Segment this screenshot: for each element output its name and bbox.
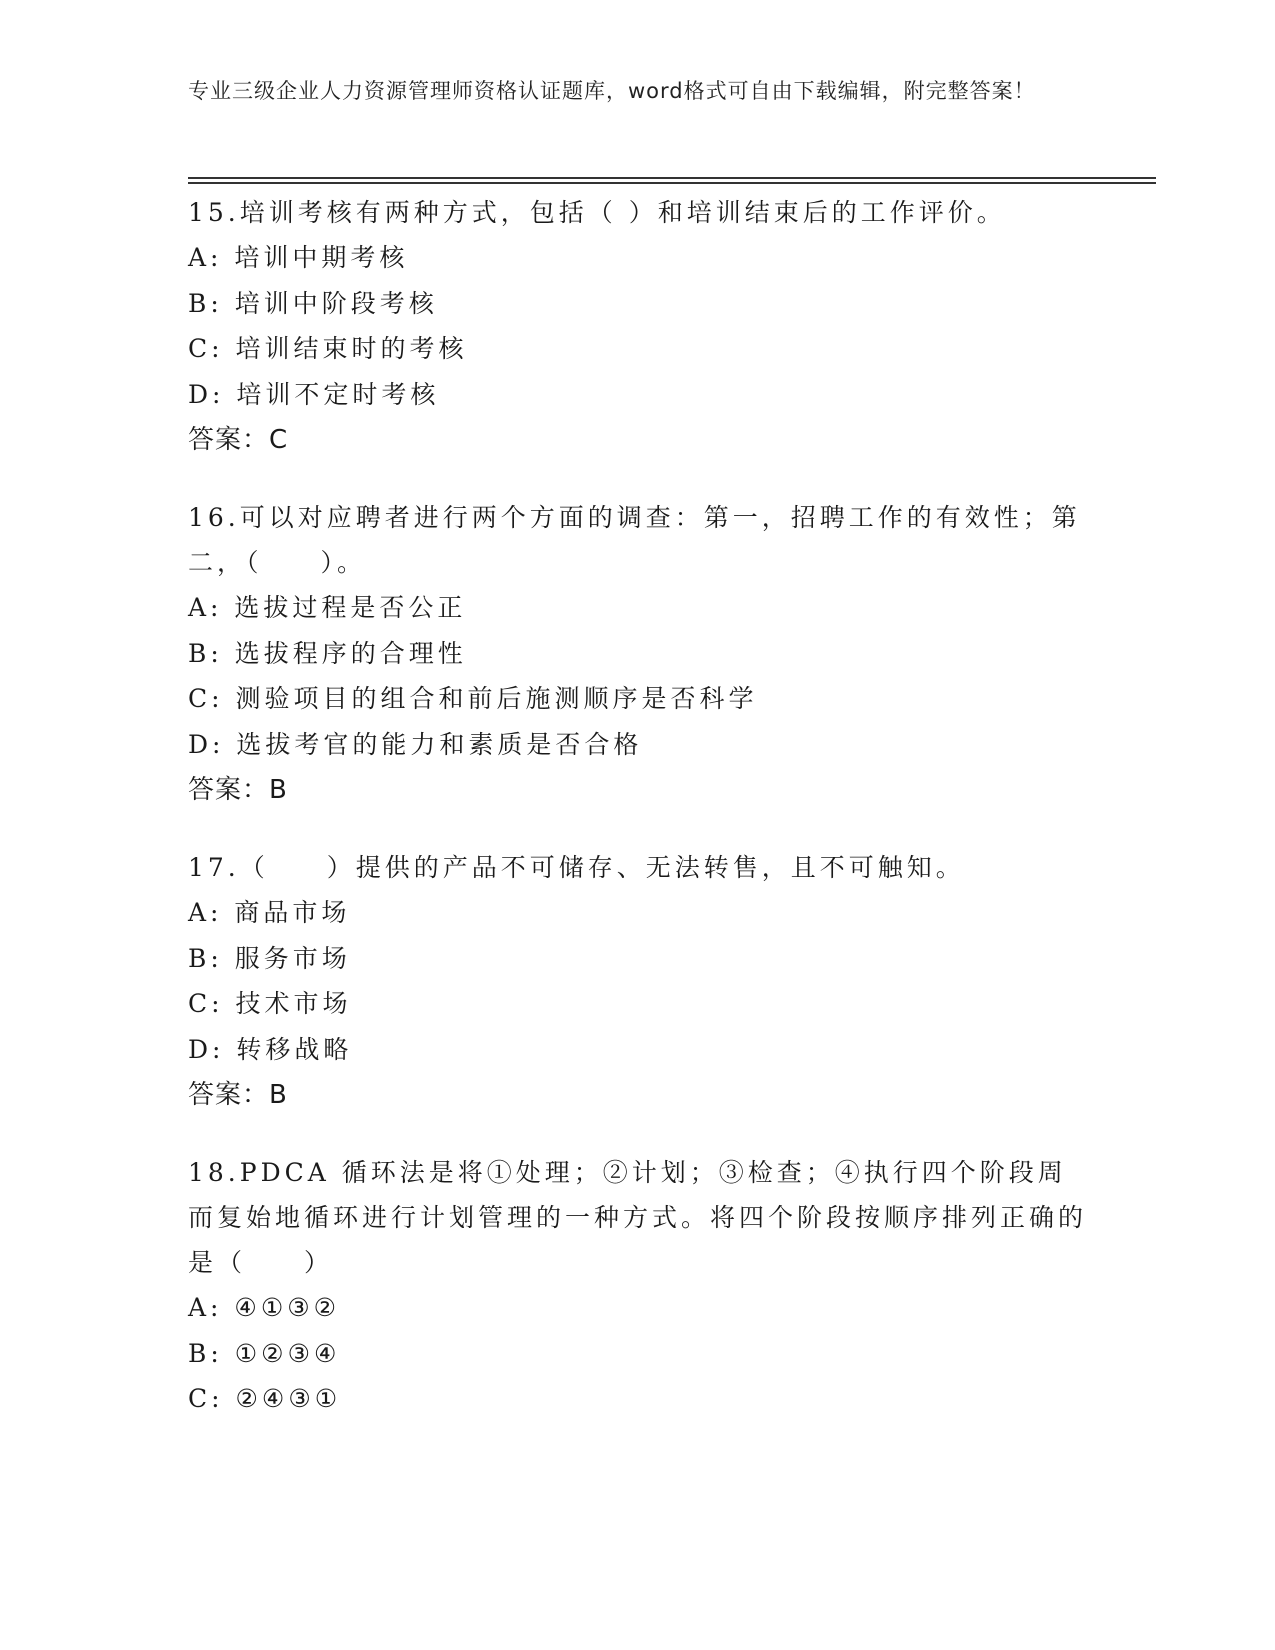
- question-17: [188, 845, 1088, 1119]
- question-18: [188, 1150, 1088, 1422]
- question-stem: 15.培训考核有两种方式，包括（ ）和培训结束后的工作评价。: [188, 198, 1006, 227]
- option-a: A: ④①③②: [188, 1293, 341, 1322]
- question-list: [188, 190, 1088, 1453]
- question-15: [188, 190, 1088, 464]
- option-d: D: 转移战略: [188, 1034, 353, 1064]
- option-b: B: 培训中阶段考核: [188, 288, 438, 318]
- option-c: C: 培训结束时的考核: [188, 334, 468, 363]
- option-c: C: 技术市场: [188, 989, 352, 1018]
- answer-line: 答案：B: [188, 775, 288, 805]
- question-stem: 18.PDCA 循环法是将①处理；②计划；③检查；④执行四个阶段周而复始地循环进行计划管理的一种方式。将四个阶段按顺序排列正确的是（ ）: [188, 1158, 1088, 1277]
- option-a: A: 培训中期考核: [188, 243, 409, 272]
- option-c: C: 测验项目的组合和前后施测顺序是否科学: [188, 684, 758, 713]
- option-c: C: ②④③①: [188, 1384, 342, 1413]
- option-b: B: 服务市场: [188, 943, 351, 973]
- answer-line: 答案：B: [188, 1080, 288, 1110]
- option-a: A: 选拔过程是否公正: [188, 593, 467, 622]
- option-b: B: 选拔程序的合理性: [188, 638, 467, 668]
- option-d: D: 选拔考官的能力和素质是否合格: [188, 729, 643, 759]
- document-header: 专业三级企业人力资源管理师资格认证题库，word格式可自由下载编辑，附完整答案！: [188, 79, 1036, 103]
- header-rule-bottom: [188, 182, 1156, 184]
- option-a: A: 商品市场: [188, 898, 351, 927]
- question-stem: 17.（ ）提供的产品不可储存、无法转售，且不可触知。: [188, 853, 965, 882]
- option-d: D: 培训不定时考核: [188, 379, 440, 409]
- question-16: [188, 495, 1088, 814]
- answer-line: 答案：C: [188, 425, 289, 455]
- option-b: B: ①②③④: [188, 1338, 341, 1368]
- header-rule-top: [188, 177, 1156, 179]
- question-stem: 16.可以对应聘者进行两个方面的调查：第一，招聘工作的有效性；第二，（ ）。: [188, 503, 1081, 577]
